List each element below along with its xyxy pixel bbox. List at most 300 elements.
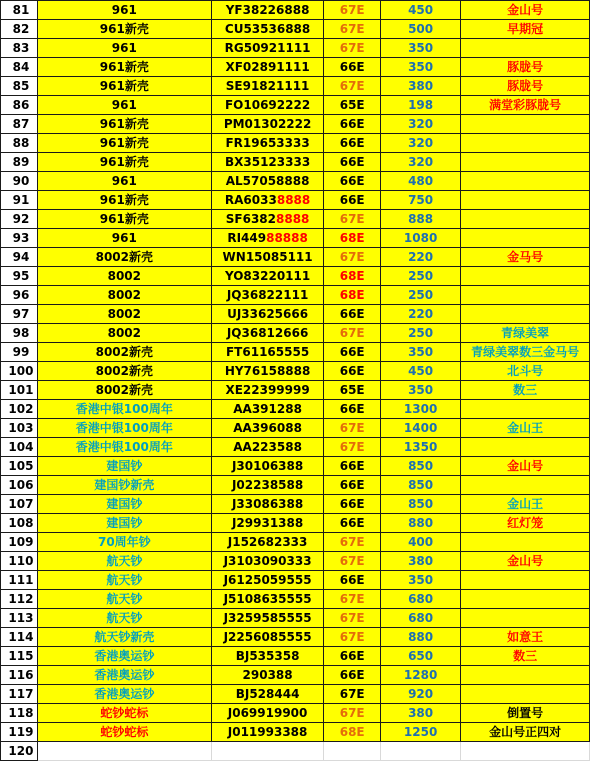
serial-prefix: AL57058888 [225,174,310,188]
serial-number-cell[interactable] [211,134,324,153]
remark-cell[interactable]: 金山号正四对 [461,723,590,742]
serial-number-cell[interactable] [211,1,324,20]
serial-number-cell[interactable] [211,210,324,229]
remark-cell[interactable]: 金山王 [461,495,590,514]
serial-prefix: J5108635555 [223,592,312,606]
serial-prefix: YO83220111 [224,269,311,283]
price-cell[interactable]: 880 [380,628,460,647]
grade-cell[interactable]: 67E [324,438,381,457]
remark-cell[interactable] [461,590,590,609]
grade-cell[interactable]: 66E [324,153,381,172]
remark-cell[interactable] [461,438,590,457]
serial-number-cell[interactable] [211,58,324,77]
serial-prefix: BX35123333 [224,155,311,169]
note-type-cell[interactable]: 70周年钞 [37,533,211,552]
serial-number-cell[interactable] [211,438,324,457]
table-row [1,381,590,400]
serial-number-cell[interactable] [211,343,324,362]
price-cell[interactable]: 450 [380,362,460,381]
remark-cell[interactable] [461,134,590,153]
serial-number-cell[interactable] [211,476,324,495]
grade-cell[interactable]: 66E [324,305,381,324]
remark-cell[interactable] [461,172,590,191]
remark-cell[interactable] [461,115,590,134]
row-header[interactable]: 91 [1,191,38,210]
grade-cell[interactable]: 66E [324,457,381,476]
price-cell[interactable]: 250 [380,286,460,305]
row-header[interactable]: 82 [1,20,38,39]
note-type-cell[interactable]: 961 [37,96,211,115]
remark-cell[interactable] [461,191,590,210]
grade-cell[interactable]: 68E [324,286,381,305]
table-row [1,362,590,381]
note-type-cell[interactable]: 8002 [37,324,211,343]
grade-cell[interactable]: 67E [324,590,381,609]
table-row [1,286,590,305]
grade-cell[interactable]: 67E [324,609,381,628]
remark-cell[interactable] [461,286,590,305]
serial-number-cell[interactable] [211,457,324,476]
grade-cell[interactable]: 67E [324,210,381,229]
table-row [1,685,590,704]
row-header[interactable]: 104 [1,438,38,457]
grade-cell[interactable]: 66E [324,172,381,191]
note-type-cell[interactable]: 8002新壳 [37,343,211,362]
serial-number-cell[interactable] [211,115,324,134]
serial-number-cell[interactable] [211,704,324,723]
table-row [1,210,590,229]
serial-number-cell[interactable] [211,533,324,552]
price-cell[interactable]: 380 [380,704,460,723]
grade-cell[interactable]: 66E [324,58,381,77]
row-header[interactable]: 106 [1,476,38,495]
table-row [1,324,590,343]
row-header[interactable]: 112 [1,590,38,609]
price-cell[interactable]: 250 [380,267,460,286]
remark-cell[interactable] [461,476,590,495]
remark-cell[interactable] [461,39,590,58]
price-cell[interactable]: 888 [380,210,460,229]
table-row [1,400,590,419]
price-cell[interactable]: 220 [380,248,460,267]
note-type-cell[interactable]: 香港奥运钞 [37,647,211,666]
serial-prefix: AA223588 [233,440,302,454]
grade-cell[interactable]: 66E [324,191,381,210]
serial-number-cell[interactable] [211,362,324,381]
price-cell[interactable]: 850 [380,457,460,476]
grade-cell[interactable]: 66E [324,134,381,153]
serial-number-cell[interactable] [211,400,324,419]
serial-number-cell[interactable] [211,96,324,115]
serial-prefix: J3259585555 [223,611,312,625]
serial-number-cell[interactable] [211,419,324,438]
serial-prefix: FO10692222 [224,98,311,112]
price-cell[interactable]: 480 [380,172,460,191]
grade-cell[interactable]: 67E [324,533,381,552]
price-cell[interactable]: 198 [380,96,460,115]
serial-number-cell[interactable] [211,571,324,590]
serial-number-cell[interactable] [211,324,324,343]
table-row [1,20,590,39]
note-type-cell[interactable]: 香港奥运钞 [37,685,211,704]
note-type-cell[interactable]: 8002新壳 [37,362,211,381]
grade-cell[interactable]: 67E [324,1,381,20]
table-row [1,419,590,438]
note-type-cell[interactable]: 8002 [37,286,211,305]
grade-cell[interactable]: 67E [324,324,381,343]
remark-cell[interactable]: 金马号 [461,248,590,267]
note-type-cell[interactable]: 香港中银100周年 [37,438,211,457]
row-header[interactable]: 96 [1,286,38,305]
note-type-cell[interactable]: 蛇钞蛇标 [37,723,211,742]
note-type-cell[interactable]: 建国钞新壳 [37,476,211,495]
price-cell[interactable]: 320 [380,134,460,153]
remark-cell[interactable] [461,400,590,419]
serial-number-cell[interactable] [211,666,324,685]
grade-cell[interactable]: 67E [324,20,381,39]
grade-cell[interactable]: 66E [324,514,381,533]
empty-cell[interactable] [37,742,211,761]
serial-prefix: CU53536888 [224,22,311,36]
price-cell[interactable]: 350 [380,39,460,58]
note-type-cell[interactable]: 961 [37,1,211,20]
note-type-cell[interactable]: 航天钞 [37,552,211,571]
serial-number-cell[interactable] [211,723,324,742]
price-cell[interactable]: 1300 [380,400,460,419]
serial-number-cell[interactable] [211,628,324,647]
note-type-cell[interactable]: 961新壳 [37,134,211,153]
grade-cell[interactable]: 66E [324,115,381,134]
price-cell[interactable]: 450 [380,1,460,20]
price-cell[interactable]: 650 [380,647,460,666]
remark-cell[interactable]: 红灯笼 [461,514,590,533]
note-type-cell[interactable]: 961 [37,39,211,58]
serial-number-cell[interactable] [211,248,324,267]
remark-cell[interactable] [461,609,590,628]
row-header[interactable]: 88 [1,134,38,153]
serial-prefix: AA391288 [233,402,302,416]
note-type-cell[interactable]: 建国钞 [37,457,211,476]
row-header[interactable]: 116 [1,666,38,685]
grade-cell[interactable]: 67E [324,685,381,704]
table-row [1,457,590,476]
note-type-cell[interactable]: 961新壳 [37,58,211,77]
row-header[interactable]: 95 [1,267,38,286]
note-type-cell[interactable]: 香港中银100周年 [37,400,211,419]
note-type-cell[interactable]: 961新壳 [37,153,211,172]
note-type-cell[interactable]: 8002 [37,267,211,286]
row-header[interactable]: 93 [1,229,38,248]
note-type-cell[interactable]: 航天钞 [37,590,211,609]
table-row-empty [1,742,590,761]
serial-prefix: UJ33625666 [227,307,309,321]
serial-prefix: HY76158888 [224,364,311,378]
note-type-cell[interactable]: 航天钞新壳 [37,628,211,647]
row-header[interactable]: 87 [1,115,38,134]
grade-cell[interactable]: 66E [324,362,381,381]
table-row [1,533,590,552]
table-row [1,39,590,58]
table-row [1,571,590,590]
row-header[interactable]: 105 [1,457,38,476]
serial-prefix: YF38226888 [225,3,310,17]
serial-number-cell[interactable] [211,153,324,172]
grade-cell[interactable]: 67E [324,419,381,438]
remark-cell[interactable] [461,305,590,324]
remark-cell[interactable]: 豚胧号 [461,77,590,96]
row-header[interactable]: 85 [1,77,38,96]
serial-prefix: J3103090333 [223,554,312,568]
row-header[interactable]: 119 [1,723,38,742]
row-header[interactable]: 117 [1,685,38,704]
grade-cell[interactable]: 67E [324,39,381,58]
serial-prefix: XE22399999 [225,383,310,397]
note-type-cell[interactable]: 961新壳 [37,77,211,96]
remark-cell[interactable]: 如意王 [461,628,590,647]
remark-cell[interactable]: 青绿美翠数三金马号 [461,343,590,362]
note-type-cell[interactable]: 961 [37,229,211,248]
remark-cell[interactable]: 倒置号 [461,704,590,723]
table-row [1,96,590,115]
price-cell[interactable]: 320 [380,153,460,172]
remark-cell[interactable]: 早期冠 [461,20,590,39]
empty-cell[interactable] [324,742,381,761]
remark-cell[interactable]: 豚胧号 [461,58,590,77]
price-cell[interactable]: 400 [380,533,460,552]
serial-number-cell[interactable] [211,267,324,286]
note-type-cell[interactable]: 961新壳 [37,115,211,134]
row-header[interactable]: 107 [1,495,38,514]
grade-cell[interactable]: 66E [324,476,381,495]
note-type-cell[interactable]: 961新壳 [37,20,211,39]
row-header[interactable]: 86 [1,96,38,115]
serial-prefix: J29931388 [231,516,304,530]
row-header[interactable]: 111 [1,571,38,590]
serial-number-cell[interactable] [211,685,324,704]
serial-prefix: RA6033 [224,193,277,207]
note-type-cell[interactable]: 8002新壳 [37,381,211,400]
serial-prefix: BJ535358 [235,649,300,663]
grade-cell[interactable]: 67E [324,628,381,647]
serial-prefix: SE91821111 [225,79,310,93]
table-row [1,1,590,20]
table-row [1,153,590,172]
serial-number-cell[interactable] [211,590,324,609]
grade-cell[interactable]: 66E [324,495,381,514]
price-cell[interactable]: 350 [380,571,460,590]
price-cell[interactable]: 380 [380,77,460,96]
remark-cell[interactable]: 青绿美翠 [461,324,590,343]
grade-cell[interactable]: 67E [324,704,381,723]
remark-cell[interactable]: 金山号 [461,552,590,571]
row-header[interactable]: 110 [1,552,38,571]
remark-cell[interactable]: 金山王 [461,419,590,438]
table-row [1,172,590,191]
serial-prefix: FT61165555 [225,345,310,359]
grade-cell[interactable]: 68E [324,723,381,742]
price-cell[interactable]: 350 [380,58,460,77]
remark-cell[interactable]: 满堂彩豚胧号 [461,96,590,115]
empty-cell[interactable] [211,742,324,761]
row-header[interactable]: 108 [1,514,38,533]
grade-cell[interactable]: 66E [324,343,381,362]
price-cell[interactable]: 380 [380,552,460,571]
note-type-cell[interactable]: 航天钞 [37,571,211,590]
serial-number-cell[interactable] [211,229,324,248]
remark-cell[interactable]: 数三 [461,381,590,400]
table-row [1,552,590,571]
serial-highlight: 8888 [276,193,311,207]
note-type-cell[interactable]: 蛇钞蛇标 [37,704,211,723]
row-header[interactable]: 113 [1,609,38,628]
note-type-cell[interactable]: 8002新壳 [37,248,211,267]
serial-number-cell[interactable] [211,514,324,533]
serial-prefix: J02238588 [231,478,304,492]
price-cell[interactable]: 500 [380,20,460,39]
row-header[interactable]: 92 [1,210,38,229]
serial-number-cell[interactable] [211,191,324,210]
price-cell[interactable]: 350 [380,381,460,400]
price-cell[interactable]: 250 [380,324,460,343]
note-type-cell[interactable]: 香港奥运钞 [37,666,211,685]
serial-number-cell[interactable] [211,20,324,39]
empty-cell[interactable] [461,742,590,761]
grade-cell[interactable]: 67E [324,552,381,571]
price-cell[interactable]: 220 [380,305,460,324]
remark-cell[interactable] [461,229,590,248]
grade-cell[interactable]: 65E [324,96,381,115]
table-row [1,609,590,628]
grade-cell[interactable]: 66E [324,666,381,685]
serial-number-cell[interactable] [211,77,324,96]
serial-prefix: JQ36822111 [226,288,309,302]
price-cell[interactable]: 850 [380,476,460,495]
table-row [1,343,590,362]
table-row [1,305,590,324]
grade-cell[interactable]: 66E [324,647,381,666]
serial-number-cell[interactable] [211,381,324,400]
table-row [1,229,590,248]
row-header[interactable]: 100 [1,362,38,381]
price-cell[interactable]: 1280 [380,666,460,685]
remark-cell[interactable]: 北斗号 [461,362,590,381]
note-type-cell[interactable]: 建国钞 [37,514,211,533]
row-header[interactable]: 98 [1,324,38,343]
note-type-cell[interactable]: 961新壳 [37,191,211,210]
table-row [1,476,590,495]
row-header[interactable]: 115 [1,647,38,666]
serial-prefix: BJ528444 [235,687,300,701]
row-header[interactable]: 99 [1,343,38,362]
serial-number-cell[interactable] [211,39,324,58]
table-row [1,514,590,533]
table-row [1,248,590,267]
price-cell[interactable]: 880 [380,514,460,533]
row-header[interactable]: 101 [1,381,38,400]
note-type-cell[interactable]: 8002 [37,305,211,324]
serial-prefix: J30106388 [231,459,304,473]
price-cell[interactable]: 350 [380,343,460,362]
serial-number-cell[interactable] [211,305,324,324]
price-cell[interactable]: 850 [380,495,460,514]
grade-cell[interactable]: 67E [324,248,381,267]
serial-number-cell[interactable] [211,495,324,514]
table-row [1,134,590,153]
remark-cell[interactable]: 金山号 [461,457,590,476]
serial-prefix: J2256085555 [223,630,312,644]
remark-cell[interactable] [461,210,590,229]
row-header[interactable]: 103 [1,419,38,438]
remark-cell[interactable] [461,267,590,286]
price-cell[interactable]: 1350 [380,438,460,457]
row-header[interactable]: 109 [1,533,38,552]
price-cell[interactable]: 750 [380,191,460,210]
remark-cell[interactable] [461,153,590,172]
row-header[interactable]: 83 [1,39,38,58]
remark-cell[interactable] [461,666,590,685]
grade-cell[interactable]: 65E [324,381,381,400]
serial-number-cell[interactable] [211,172,324,191]
price-cell[interactable]: 320 [380,115,460,134]
serial-number-cell[interactable] [211,552,324,571]
table-row [1,704,590,723]
row-header[interactable]: 114 [1,628,38,647]
serial-number-cell[interactable] [211,286,324,305]
remark-cell[interactable] [461,685,590,704]
serial-number-cell[interactable] [211,647,324,666]
table-row [1,590,590,609]
serial-number-cell[interactable] [211,609,324,628]
row-header[interactable]: 90 [1,172,38,191]
remark-cell[interactable]: 数三 [461,647,590,666]
grade-cell[interactable]: 67E [324,77,381,96]
serial-prefix: 290388 [242,668,293,682]
note-type-cell[interactable]: 961 [37,172,211,191]
price-cell[interactable]: 680 [380,609,460,628]
row-header[interactable]: 120 [1,742,38,761]
row-header[interactable]: 89 [1,153,38,172]
row-header[interactable]: 94 [1,248,38,267]
price-cell[interactable]: 920 [380,685,460,704]
serial-prefix: J6125059555 [223,573,312,587]
grade-cell[interactable]: 66E [324,571,381,590]
price-cell[interactable]: 1080 [380,229,460,248]
serial-prefix: WN15085111 [222,250,313,264]
remark-cell[interactable] [461,571,590,590]
serial-prefix: J011993388 [227,725,308,739]
grade-cell[interactable]: 66E [324,400,381,419]
row-header[interactable]: 102 [1,400,38,419]
row-header[interactable]: 118 [1,704,38,723]
empty-cell[interactable] [380,742,460,761]
note-type-cell[interactable]: 建国钞 [37,495,211,514]
note-type-cell[interactable]: 航天钞 [37,609,211,628]
table-row [1,191,590,210]
price-cell[interactable]: 1400 [380,419,460,438]
note-type-cell[interactable]: 香港中银100周年 [37,419,211,438]
price-cell[interactable]: 680 [380,590,460,609]
price-cell[interactable]: 1250 [380,723,460,742]
remark-cell[interactable] [461,533,590,552]
row-header[interactable]: 97 [1,305,38,324]
row-header[interactable]: 81 [1,1,38,20]
row-header[interactable]: 84 [1,58,38,77]
remark-cell[interactable]: 金山号 [461,1,590,20]
note-type-cell[interactable]: 961新壳 [37,210,211,229]
grade-cell[interactable]: 68E [324,229,381,248]
grade-cell[interactable]: 68E [324,267,381,286]
serial-prefix: SF6382 [225,212,276,226]
